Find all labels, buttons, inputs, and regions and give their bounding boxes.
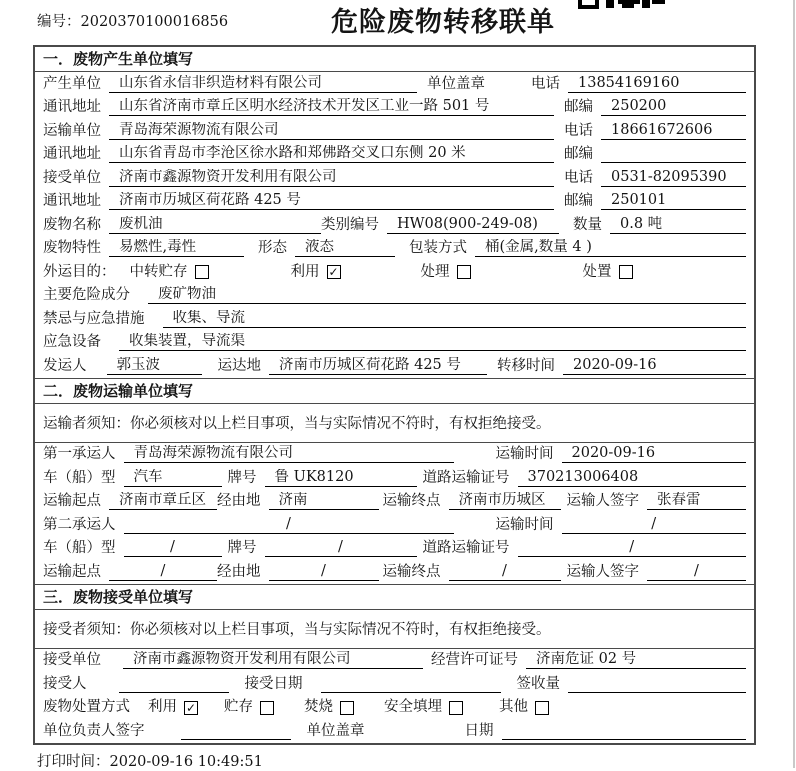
field-value: 济南市历城区荷花路 425 号	[269, 357, 487, 375]
field-label: 转移时间	[497, 357, 555, 374]
field-value: /	[562, 516, 747, 534]
form-row	[35, 466, 754, 490]
field-value: 2020-09-16	[563, 357, 746, 375]
field-value: 废机油	[109, 216, 321, 234]
field-value: /	[518, 539, 747, 557]
field-value: 0.8 吨	[610, 216, 746, 234]
field-label: 禁忌与应急措施	[43, 310, 145, 327]
field-label: 通讯地址	[43, 146, 101, 162]
field-value: 济南市历城区	[449, 492, 561, 510]
field-value: 18661672606	[601, 122, 746, 140]
form-row	[35, 672, 754, 696]
form-row	[35, 96, 754, 120]
hazardous-waste-transfer-form	[33, 45, 756, 745]
field-value: /	[124, 516, 454, 534]
field-value: 250200	[601, 98, 746, 116]
field-label: 外运目的：	[43, 263, 116, 280]
field-label: 接受日期	[244, 675, 303, 692]
checkbox-label: 安全填埋	[384, 699, 442, 715]
field-value: /	[109, 563, 217, 581]
field-value: /	[265, 539, 417, 557]
field-value: 液态	[295, 239, 395, 257]
field-label: 牌号	[227, 540, 257, 556]
field-value: 0531-82095390	[601, 169, 746, 187]
field-value: 山东省青岛市李沧区徐水路和郑佛路交叉口东侧 20 米	[109, 145, 554, 163]
field-label: 运输时间	[495, 446, 554, 462]
field-value: 郭玉波	[107, 357, 202, 375]
field-value: 济南市鑫源物资开发利用有限公司	[123, 651, 423, 669]
form-row	[35, 719, 754, 743]
field-label: 电话	[531, 75, 560, 92]
field-value: 济南市历城区荷花路 425 号	[109, 192, 554, 210]
field-label: 数量	[573, 216, 602, 233]
field-label: 运输单位	[43, 122, 101, 139]
qr-code-fragment-icon	[578, 0, 668, 11]
form-row	[35, 513, 754, 537]
field-label: 运输终点	[382, 493, 441, 509]
field-value: 济南市章丘区	[109, 492, 217, 510]
field-value: /	[269, 563, 379, 581]
checkbox-label: 贮存	[224, 699, 253, 715]
form-row	[35, 696, 754, 720]
page-title: 危险废物转移联单	[331, 7, 555, 38]
serial-value: 2020370100016856	[80, 14, 229, 30]
field-label: 运输人签字	[566, 563, 639, 580]
field-label: 第二承运人	[43, 516, 116, 533]
form-row	[35, 443, 754, 467]
field-label: 形态	[258, 240, 287, 256]
field-value: 2020-09-16	[562, 445, 747, 463]
field-value: 青岛海荣源物流有限公司	[109, 122, 554, 140]
field-value: /	[449, 563, 561, 581]
form-row	[35, 72, 754, 96]
field-label: 邮编	[564, 146, 593, 162]
field-value: /	[647, 563, 746, 581]
field-label: 通讯地址	[43, 99, 101, 115]
field-value	[568, 676, 746, 693]
field-value: 济南市鑫源物资开发利用有限公司	[109, 169, 554, 187]
form-row	[35, 119, 754, 143]
form-row	[35, 331, 754, 355]
checkbox-option	[148, 699, 198, 716]
field-value: 桶(金属,数量 4 )	[475, 239, 746, 257]
form-row	[35, 213, 754, 237]
section-header: 一．废物产生单位填写	[35, 47, 754, 72]
checkbox-unchecked-icon	[619, 265, 633, 279]
field-label: 邮编	[564, 193, 593, 209]
field-label: 电话	[564, 169, 593, 186]
field-label: 主要危险成分	[43, 287, 130, 303]
form-row	[35, 143, 754, 167]
field-value: HW08(900-249-08)	[387, 216, 559, 234]
form-row	[35, 354, 754, 378]
form-row	[35, 307, 754, 331]
field-label: 运达地	[217, 357, 261, 374]
field-value: 青岛海荣源物流有限公司	[124, 445, 454, 463]
print-time-value: 2020-09-16 10:49:51	[109, 754, 263, 770]
page-edge-divider	[793, 0, 796, 768]
field-value	[601, 146, 746, 163]
field-label: 经由地	[217, 493, 261, 509]
field-value: 收集、导流	[163, 310, 747, 328]
checkbox-label: 焚烧	[304, 699, 333, 715]
field-label: 经由地	[217, 563, 261, 580]
field-label: 运输起点	[43, 563, 101, 580]
field-label: 签收量	[516, 675, 560, 692]
checkbox-option	[499, 699, 549, 716]
field-label: 类别编号	[321, 216, 379, 233]
checkbox-label: 利用	[290, 263, 320, 280]
checkbox-label: 处置	[582, 263, 612, 280]
field-value: /	[124, 539, 222, 557]
field-label: 运输终点	[382, 563, 441, 580]
field-value	[502, 723, 747, 740]
checkbox-unchecked-icon	[457, 265, 471, 279]
field-label: 经营许可证号	[431, 652, 518, 668]
static-text: 单位盖章	[427, 75, 485, 92]
checkbox-option	[421, 264, 471, 281]
field-label: 道路运输证号	[422, 469, 510, 486]
field-value: 250101	[601, 192, 746, 210]
field-value	[119, 676, 229, 693]
field-value: 370213006408	[518, 469, 747, 487]
field-label: 产生单位	[43, 75, 101, 92]
section-header: 二．废物运输单位填写	[35, 378, 754, 404]
checkbox-unchecked-icon	[260, 701, 274, 715]
form-row	[35, 166, 754, 190]
checkbox-option	[384, 699, 463, 716]
field-label: 第一承运人	[43, 446, 116, 462]
static-text: 单位盖章	[306, 722, 365, 739]
field-label: 发运人	[43, 357, 87, 374]
serial-label: 编号：	[37, 14, 81, 30]
field-label: 车（船）型	[43, 540, 116, 556]
checkbox-label: 处理	[420, 263, 450, 280]
form-row	[35, 649, 754, 673]
checkbox-option	[291, 264, 341, 281]
notice-text: 运输者须知：你必须核对以上栏目事项，当与实际情况不符时，有权拒绝接受。	[35, 404, 754, 443]
field-label: 运输起点	[43, 493, 101, 509]
field-value: 易燃性,毒性	[109, 239, 244, 257]
field-value: 张春雷	[647, 492, 746, 510]
field-label: 日期	[464, 722, 494, 739]
field-value: 济南	[269, 492, 379, 510]
checkbox-checked-icon: ✓	[328, 265, 339, 279]
checkbox-unchecked-icon	[195, 265, 209, 279]
checkbox-option	[224, 699, 274, 716]
checkbox-option	[583, 264, 633, 281]
checkbox-option	[130, 264, 209, 281]
field-label: 应急设备	[43, 334, 101, 350]
form-row	[35, 260, 754, 284]
field-value: 收集装置，导流渠	[119, 333, 746, 351]
checkbox-option	[304, 699, 354, 716]
field-value	[181, 723, 291, 740]
field-label: 通讯地址	[43, 193, 101, 209]
form-row	[35, 237, 754, 261]
field-label: 车（船）型	[43, 469, 116, 486]
form-row	[35, 284, 754, 308]
field-value: 济南危证 02 号	[526, 651, 746, 669]
field-label: 邮编	[564, 99, 593, 115]
field-value: 废矿物油	[148, 286, 746, 304]
field-label: 废物名称	[43, 216, 101, 233]
field-label: 运输人签字	[566, 493, 639, 509]
field-value: 鲁 UK8120	[265, 469, 417, 487]
form-row	[35, 190, 754, 214]
field-label: 接受单位	[43, 652, 101, 668]
print-time-label: 打印时间：	[37, 754, 110, 770]
field-value: 汽车	[124, 469, 222, 487]
field-label: 道路运输证号	[422, 540, 510, 556]
field-value: 山东省永信非织造材料有限公司	[109, 75, 417, 93]
field-label: 包装方式	[409, 240, 467, 256]
field-label: 牌号	[227, 469, 257, 486]
checkbox-label: 利用	[148, 699, 177, 715]
checkbox-unchecked-icon	[449, 701, 463, 715]
field-label: 电话	[564, 122, 593, 139]
field-value: 山东省济南市章丘区明水经济技术开发区工业一路 501 号	[109, 98, 554, 116]
checkbox-label: 中转贮存	[129, 263, 188, 280]
form-row	[35, 560, 754, 584]
field-label: 废物处置方式	[43, 699, 130, 715]
field-value: 13854169160	[568, 75, 746, 93]
checkbox-label: 其他	[499, 699, 528, 715]
checkbox-checked-icon: ✓	[185, 700, 197, 715]
form-row	[35, 537, 754, 561]
section-header: 三．废物接受单位填写	[35, 584, 754, 610]
notice-text: 接受者须知：你必须核对以上栏目事项，当与实际情况不符时，有权拒绝接受。	[35, 610, 754, 649]
field-label: 废物特性	[43, 240, 101, 256]
field-label: 运输时间	[495, 516, 554, 533]
field-label: 接受人	[43, 675, 87, 692]
form-row	[35, 490, 754, 514]
checkbox-unchecked-icon	[340, 701, 354, 715]
checkbox-unchecked-icon	[535, 701, 549, 715]
field-label: 单位负责人签字	[43, 722, 145, 739]
field-value	[321, 676, 501, 693]
field-label: 接受单位	[43, 169, 101, 186]
